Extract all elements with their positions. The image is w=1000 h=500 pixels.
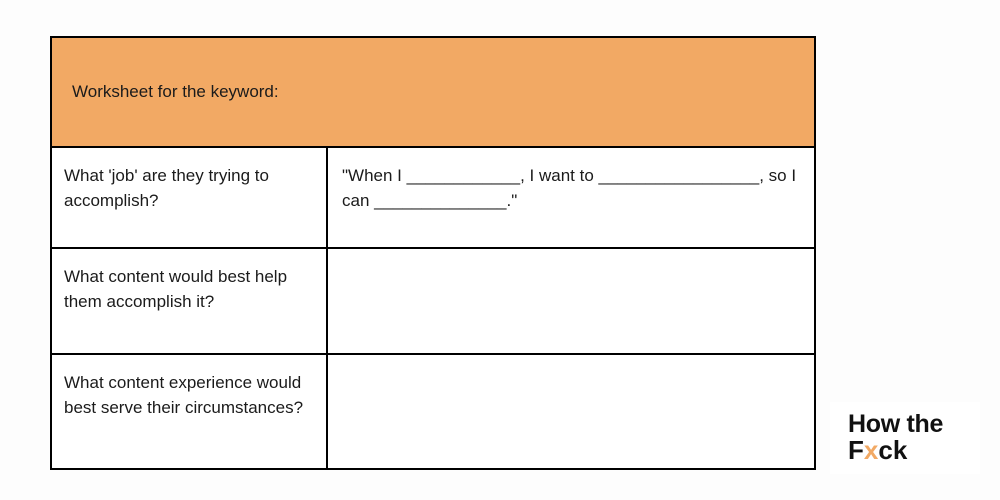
worksheet-table <box>50 36 816 470</box>
row-answer-field[interactable] <box>328 355 814 468</box>
row-question-label: What content experience would best serve their circumstances? <box>52 355 328 468</box>
logo-line-one: How the <box>848 410 944 439</box>
logo-text-post: ck <box>878 435 908 466</box>
logo-accent-letter: x <box>863 435 879 466</box>
row-answer-field[interactable] <box>328 249 814 353</box>
table-row <box>52 148 814 249</box>
table-row <box>52 355 814 468</box>
brand-logo <box>830 402 980 474</box>
row-question-label: What content would best help them accomplish it? <box>52 249 328 353</box>
logo-line-two <box>848 437 907 464</box>
worksheet-header-label: Worksheet for the keyword: <box>72 81 279 101</box>
row-question-label: What 'job' are they trying to accomplish? <box>52 148 328 247</box>
row-answer-field[interactable]: "When I ____________, I want to _________________, so I can ______________." <box>342 166 797 210</box>
logo-text-pre: F <box>848 435 864 466</box>
table-row <box>52 249 814 355</box>
worksheet-header <box>52 38 814 148</box>
